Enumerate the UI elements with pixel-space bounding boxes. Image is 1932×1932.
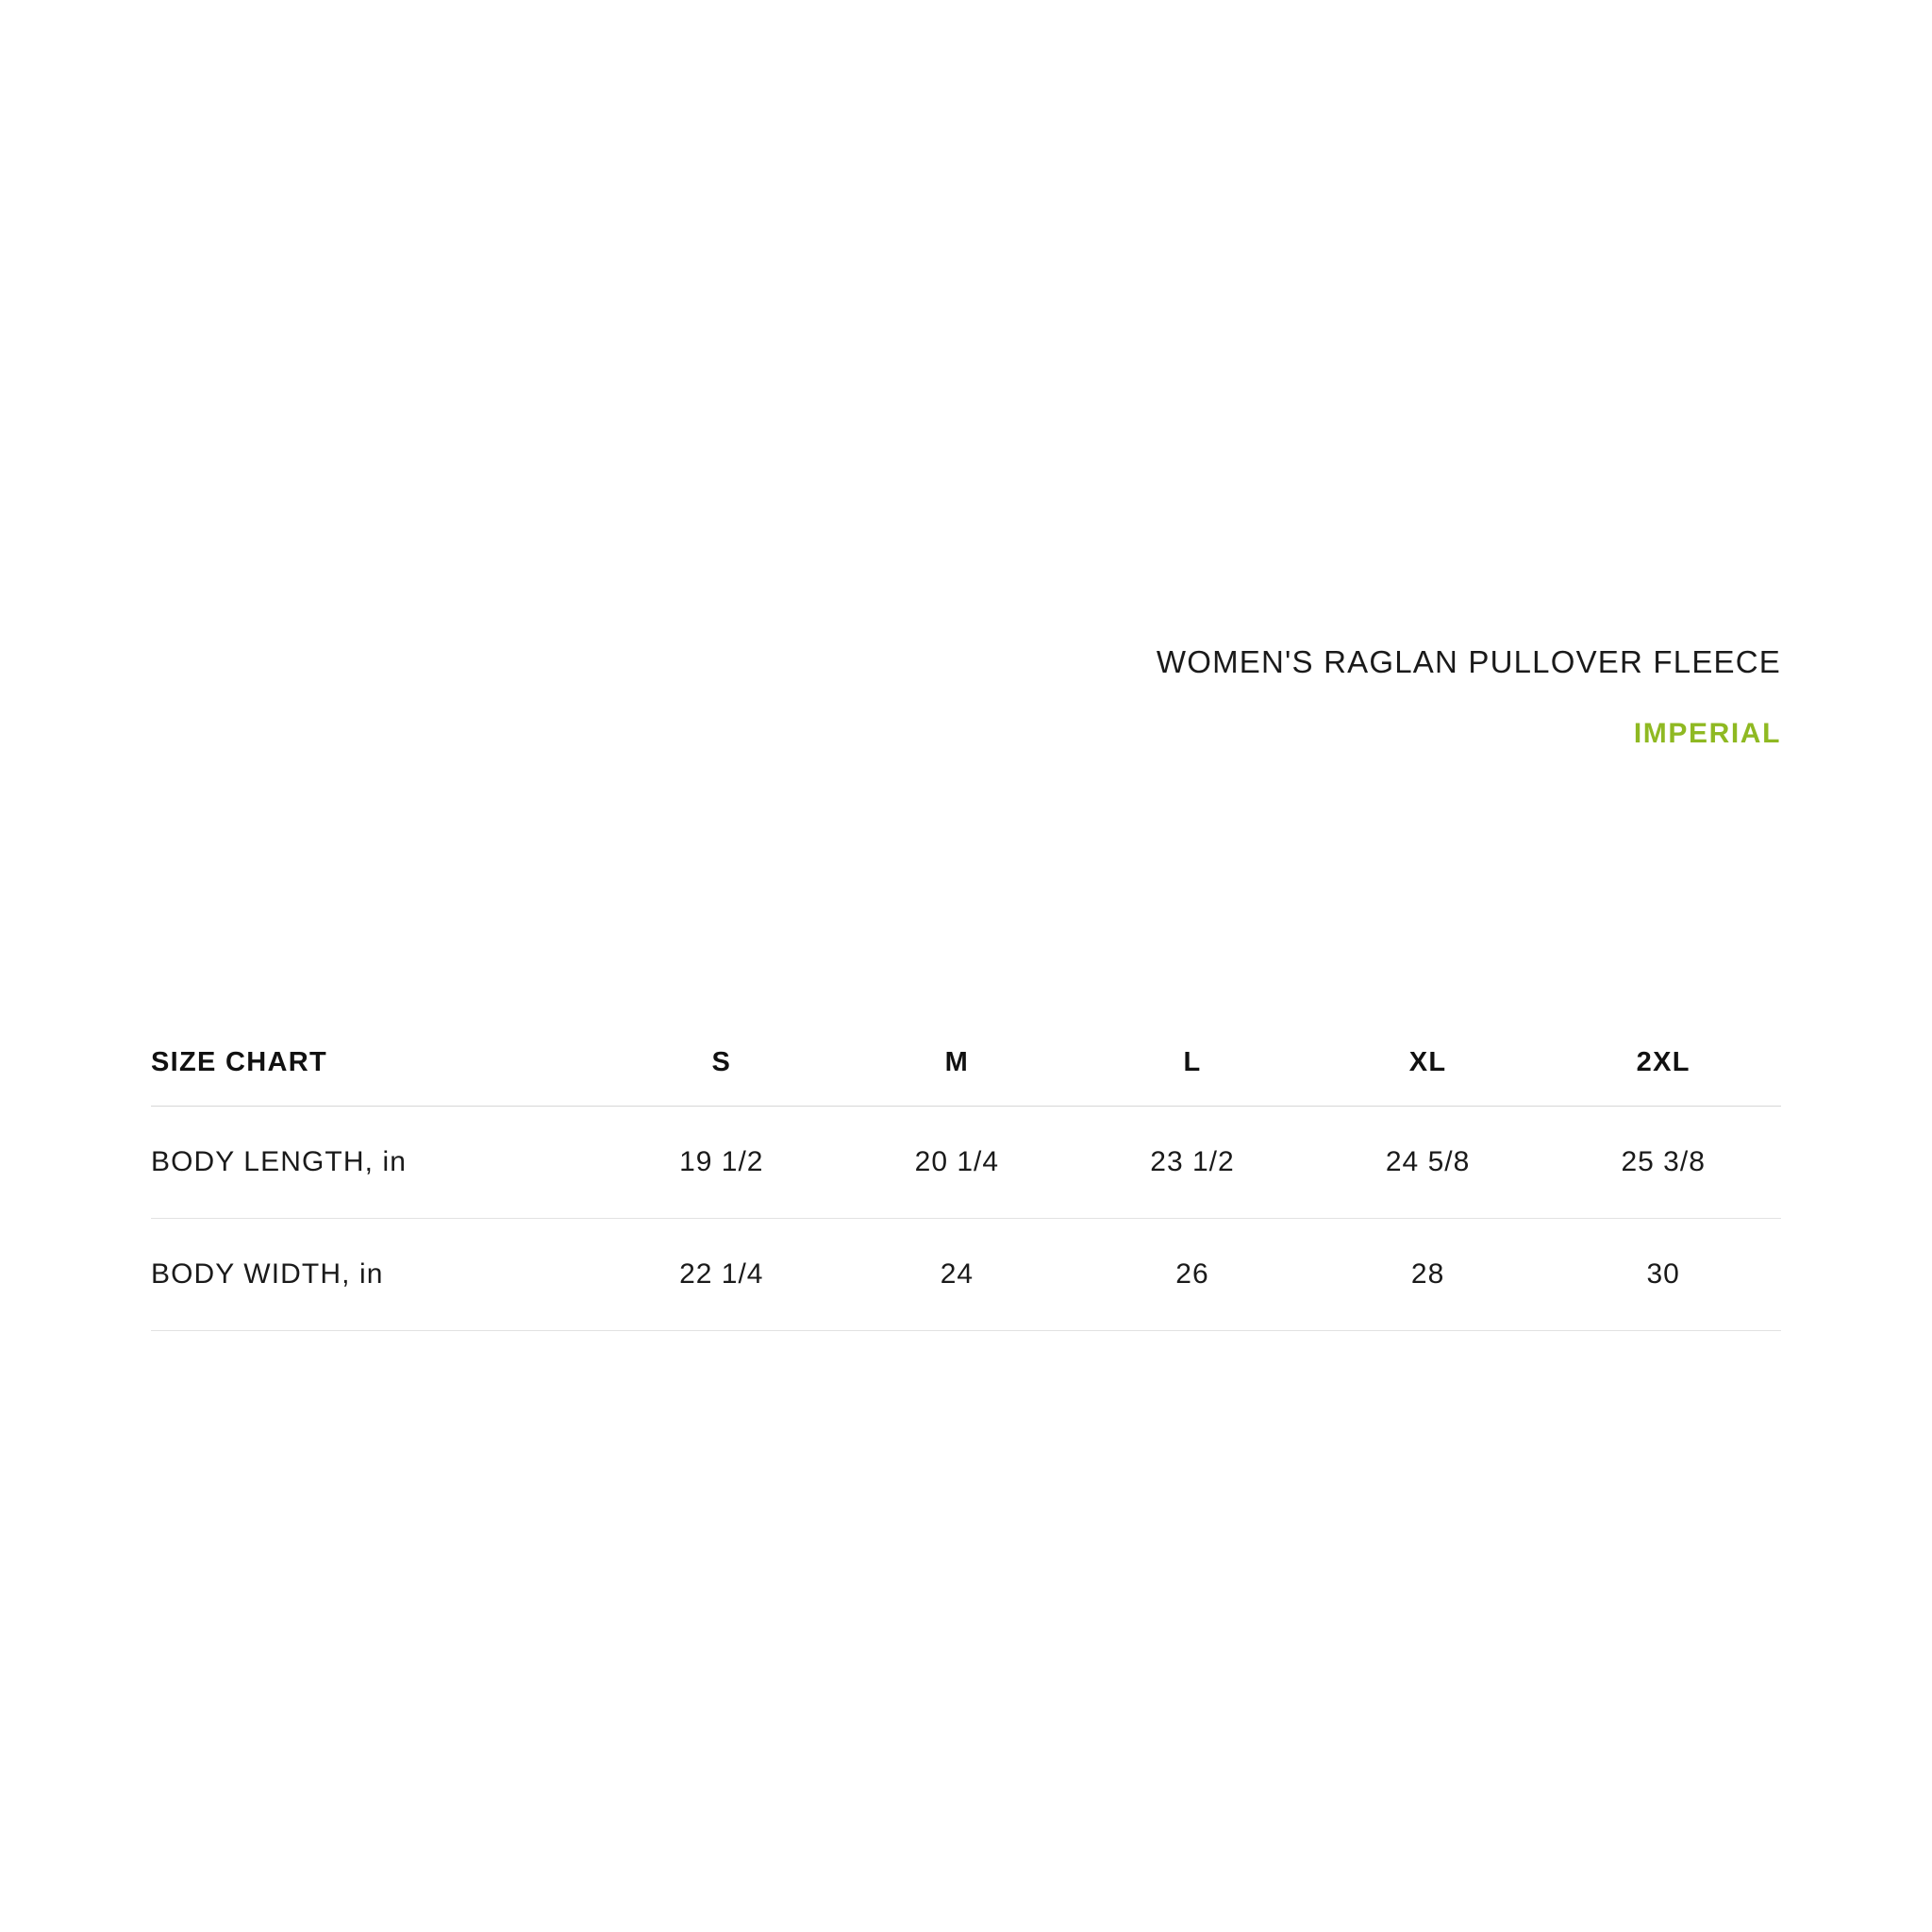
cell-body-width-s: 22 1/4 — [604, 1219, 840, 1331]
cell-body-width-l: 26 — [1074, 1219, 1310, 1331]
table-row — [151, 1219, 1781, 1331]
cell-body-length-m: 20 1/4 — [840, 1107, 1075, 1219]
cell-body-width-2xl: 30 — [1545, 1219, 1781, 1331]
cell-body-length-l: 23 1/2 — [1074, 1107, 1310, 1219]
table-row — [151, 1107, 1781, 1219]
row-label-body-length: BODY LENGTH, in — [151, 1107, 604, 1219]
cell-body-width-m: 24 — [840, 1219, 1075, 1331]
header-block — [1157, 643, 1781, 751]
column-header-m: M — [840, 1019, 1075, 1107]
column-header-xl: XL — [1310, 1019, 1546, 1107]
size-chart-table-wrap — [151, 1019, 1781, 1331]
column-header-s: S — [604, 1019, 840, 1107]
column-header-2xl: 2XL — [1545, 1019, 1781, 1107]
row-label-body-width: BODY WIDTH, in — [151, 1219, 604, 1331]
column-header-size-chart: SIZE CHART — [151, 1019, 604, 1107]
table-header — [151, 1019, 1781, 1107]
cell-body-length-xl: 24 5/8 — [1310, 1107, 1546, 1219]
table-body — [151, 1107, 1781, 1331]
table-header-row — [151, 1019, 1781, 1107]
page-title: WOMEN'S RAGLAN PULLOVER FLEECE — [1156, 644, 1781, 679]
size-chart-table — [151, 1019, 1781, 1331]
column-header-l: L — [1074, 1019, 1310, 1107]
unit-system-label: IMPERIAL — [1633, 717, 1781, 749]
cell-body-length-2xl: 25 3/8 — [1545, 1107, 1781, 1219]
cell-body-width-xl: 28 — [1310, 1219, 1546, 1331]
cell-body-length-s: 19 1/2 — [604, 1107, 840, 1219]
